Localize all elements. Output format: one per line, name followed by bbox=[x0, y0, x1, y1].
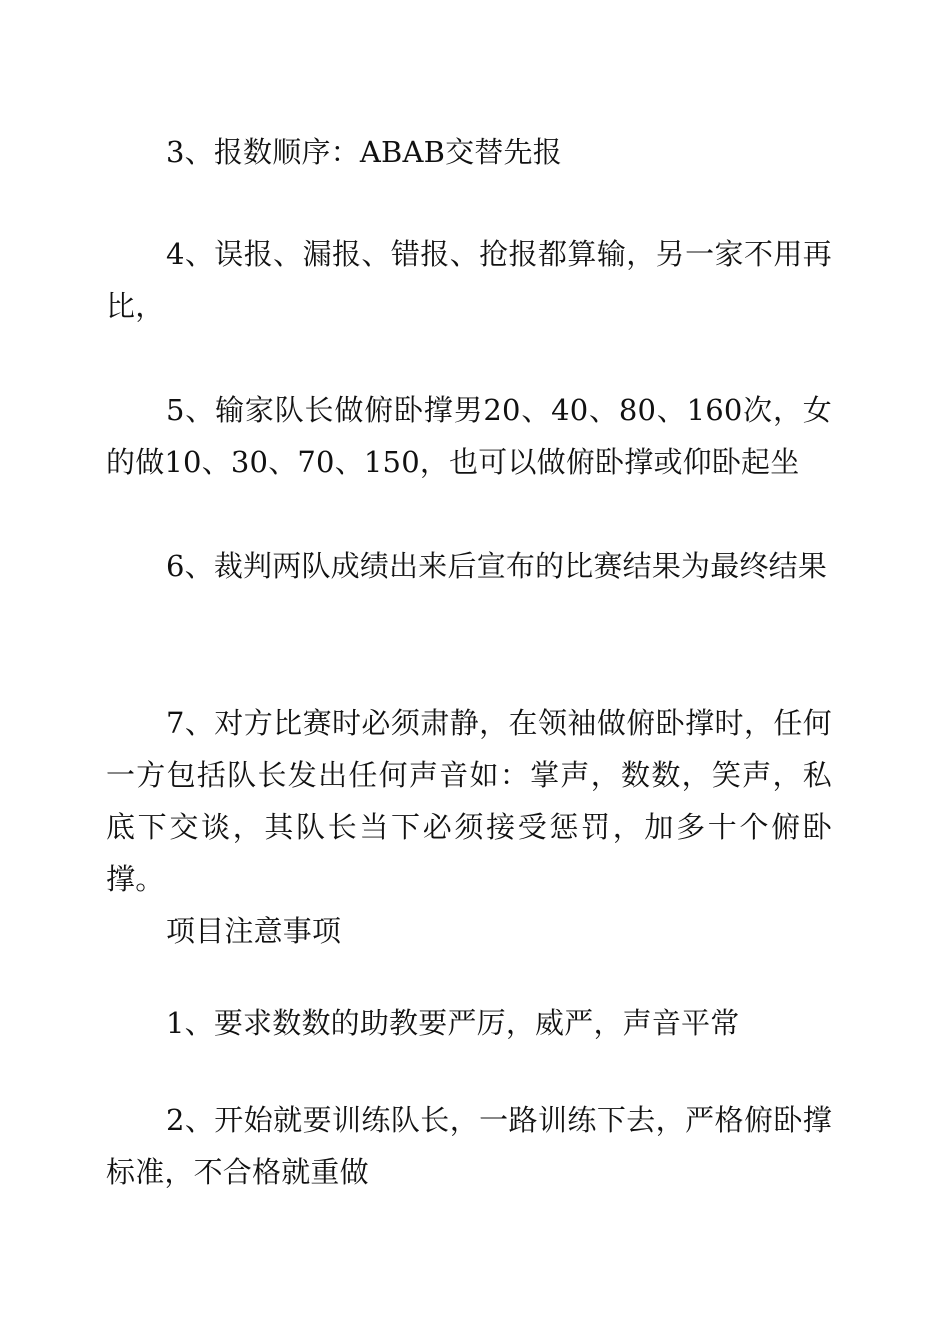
section-heading-notes: 项目注意事项 bbox=[166, 914, 342, 948]
paragraph-rule-6: 6、裁判两队成绩出来后宣布的比赛结果为最终结果 bbox=[166, 549, 828, 583]
paragraph-note-1: 1、要求数数的助教要严厉，威严，声音平常 bbox=[166, 1006, 740, 1040]
paragraph-note-2: 2、开始就要训练队长，一路训练下去，严格俯卧撑标准，不合格就重做 bbox=[106, 1103, 832, 1189]
paragraph-rule-7: 7、对方比赛时必须肃静，在领袖做俯卧撑时，任何一方包括队长发出任何声音如：掌声，数数，笑声，私底下交谈，其队长当下必须接受惩罚，加多十个俯卧撑。 bbox=[106, 706, 832, 896]
paragraph-rule-3: 3、报数顺序：ABAB交替先报 bbox=[166, 135, 562, 169]
paragraph-rule-4: 4、误报、漏报、错报、抢报都算输，另一家不用再比， bbox=[106, 237, 832, 323]
paragraph-rule-5: 5、输家队长做俯卧撑男20、40、80、160次，女的做10、30、70、150，也可以做俯卧撑或仰卧起坐 bbox=[106, 393, 832, 479]
